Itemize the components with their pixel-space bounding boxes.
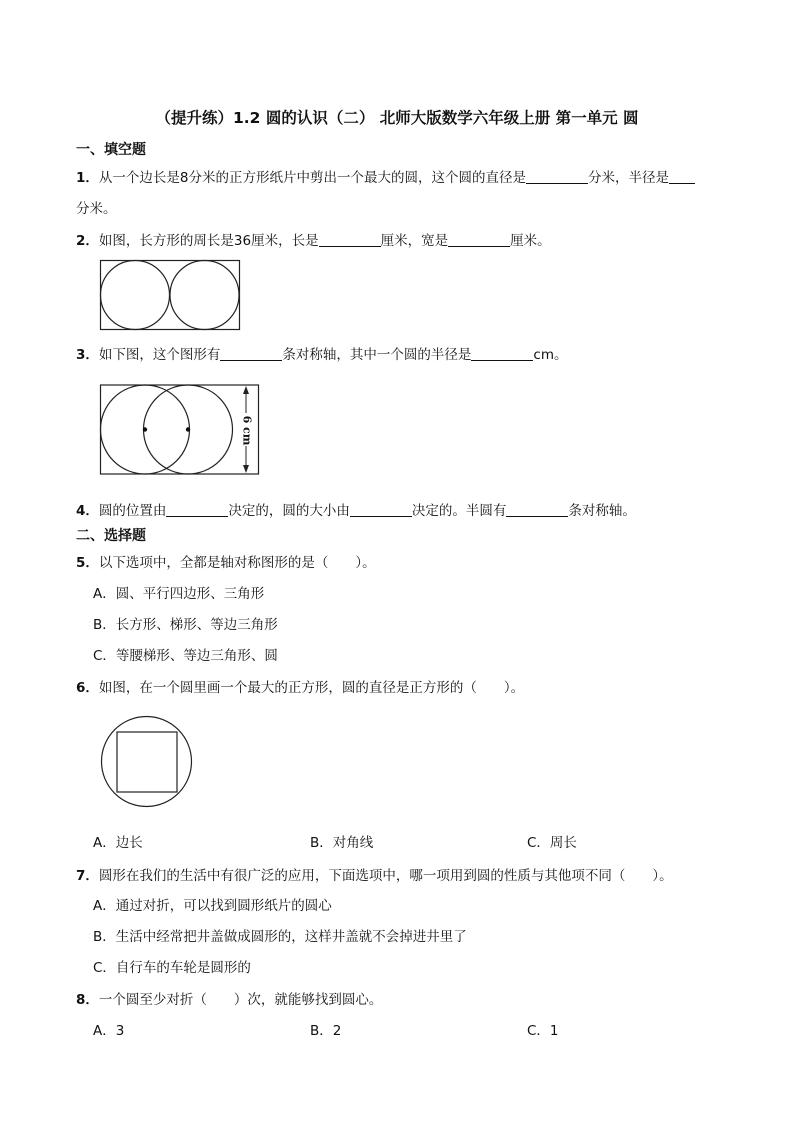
question-text: 分米，半径是 — [588, 170, 669, 186]
answer-blank[interactable] — [506, 502, 568, 517]
answer-blank[interactable] — [166, 502, 228, 517]
question-number: 2． — [76, 233, 99, 249]
question-number: 5． — [76, 555, 99, 571]
option-b[interactable]: B．2 — [310, 1023, 342, 1039]
question-7 — [76, 864, 673, 884]
question-4 — [76, 499, 636, 519]
option-a[interactable]: A．圆、平行四边形、三角形 — [93, 586, 265, 602]
question-number: 7． — [76, 868, 99, 884]
question-text: 厘米。 — [510, 233, 551, 249]
question-text: 圆的位置由 — [98, 503, 167, 519]
question-6 — [76, 676, 524, 696]
question-text: 决定的。半圆有 — [411, 503, 507, 519]
answer-blank[interactable] — [220, 346, 282, 361]
rectangle-two-circles-figure — [100, 260, 242, 332]
question-1 — [76, 166, 695, 186]
answer-blank[interactable] — [319, 232, 381, 247]
option-b[interactable]: B．生活中经常把井盖做成圆形的，这样井盖就不会掉进井里了 — [93, 929, 467, 945]
option-c[interactable]: C．周长 — [527, 835, 577, 851]
option-a[interactable]: A．边长 — [93, 835, 143, 851]
question-text: 如图，长方形的周长是36厘米，长是 — [98, 233, 319, 249]
question-3 — [76, 343, 567, 363]
question-text: 圆形在我们的生活中有很广泛的应用，下面选项中，哪一项用到圆的性质与其他项不同（ ）。 — [98, 868, 673, 884]
section-choice-heading: 二、选择题 — [76, 528, 146, 544]
question-1-continued: 分米。 — [76, 201, 117, 217]
question-number: 6． — [76, 680, 99, 696]
question-number: 3． — [76, 347, 99, 363]
option-a[interactable]: A．3 — [93, 1023, 125, 1039]
answer-blank[interactable] — [471, 346, 533, 361]
question-text: 如图，在一个圆里画一个最大的正方形，圆的直径是正方形的（ ）。 — [98, 680, 525, 696]
question-text: 条对称轴。 — [568, 503, 636, 519]
question-number: 1． — [76, 170, 99, 186]
circle-with-square-figure — [101, 716, 193, 808]
option-a[interactable]: A．通过对折，可以找到圆形纸片的圆心 — [93, 898, 332, 914]
question-text: 决定的，圆的大小由 — [228, 503, 350, 519]
option-b[interactable]: B．对角线 — [310, 835, 374, 851]
question-text: 如下图，这个图形有 — [98, 347, 221, 363]
overlapping-circles-figure — [100, 384, 262, 476]
option-c[interactable]: C．1 — [527, 1023, 559, 1039]
question-8 — [76, 988, 382, 1008]
dimension-label: 6 cm — [240, 415, 254, 446]
section-fill-blank-heading: 一、填空题 — [76, 142, 146, 158]
answer-blank[interactable] — [669, 169, 695, 184]
option-c[interactable]: C．等腰梯形、等边三角形、圆 — [93, 648, 278, 664]
option-b[interactable]: B．长方形、梯形、等边三角形 — [93, 617, 278, 633]
question-text: 以下选项中，全都是轴对称图形的是（ ）。 — [98, 555, 376, 571]
answer-blank[interactable] — [526, 169, 588, 184]
question-5 — [76, 551, 376, 571]
question-2 — [76, 229, 551, 249]
question-text: 条对称轴，其中一个圆的半径是 — [282, 347, 472, 363]
question-number: 8． — [76, 992, 99, 1008]
answer-blank[interactable] — [350, 502, 412, 517]
question-text: 厘米，宽是 — [380, 233, 449, 249]
page-title: （提升练）1.2 圆的认识（二） 北师大版数学六年级上册 第一单元 圆 — [155, 109, 639, 127]
question-text: 一个圆至少对折（ ）次，就能够找到圆心。 — [98, 992, 383, 1008]
option-c[interactable]: C．自行车的车轮是圆形的 — [93, 960, 251, 976]
question-number: 4． — [76, 503, 99, 519]
question-text: cm。 — [533, 347, 568, 363]
question-text: 从一个边长是8分米的正方形纸片中剪出一个最大的圆，这个圆的直径是 — [98, 170, 526, 186]
answer-blank[interactable] — [448, 232, 510, 247]
